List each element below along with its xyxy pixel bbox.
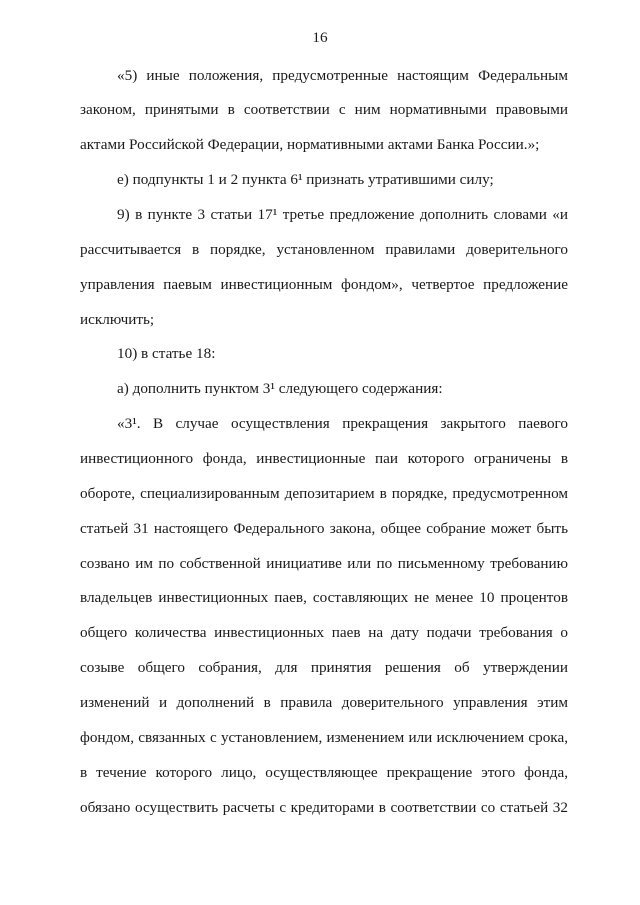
text-line bbox=[80, 442, 568, 477]
line-text: исключить; bbox=[80, 310, 155, 328]
line-text: общего количества инвестиционных паев на дату подачи требования о bbox=[80, 624, 568, 642]
line-text: созвано им по собственной инициативе или по письменному требованию bbox=[80, 554, 568, 572]
text-line bbox=[80, 407, 568, 442]
line-text: статьей 31 настоящего Федерального закона, общее собрание может быть bbox=[80, 519, 568, 537]
line-text: 10) в статье 18: bbox=[117, 345, 216, 363]
text-line bbox=[80, 756, 568, 791]
line-text: е) подпункты 1 и 2 пункта 6¹ признать утратившими силу; bbox=[117, 171, 494, 189]
text-line bbox=[80, 198, 568, 233]
line-text: обязано осуществить расчеты с кредиторами в соответствии со статьей 32 bbox=[80, 798, 568, 816]
text-line bbox=[80, 791, 568, 826]
text-line bbox=[80, 581, 568, 616]
line-text: созыве общего собрания, для принятия решения об утверждении bbox=[80, 659, 568, 677]
line-text: фондом, связанных с установлением, изменением или исключением срока, bbox=[80, 728, 568, 746]
text-line bbox=[80, 337, 568, 372]
document-body bbox=[80, 59, 568, 826]
line-text: в течение которого лицо, осуществляющее прекращение этого фонда, bbox=[80, 763, 568, 781]
text-line bbox=[80, 512, 568, 547]
line-text: владельцев инвестиционных паев, составляющих не менее 10 процентов bbox=[80, 589, 568, 607]
line-text: 9) в пункте 3 статьи 17¹ третье предложение дополнить словами «и bbox=[117, 205, 568, 223]
line-text: рассчитывается в порядке, установленном правилами доверительного bbox=[80, 240, 568, 258]
line-text: а) дополнить пунктом 3¹ следующего содержания: bbox=[117, 380, 443, 398]
text-line bbox=[80, 268, 568, 303]
line-text: изменений и дополнений в правила доверительного управления этим bbox=[80, 693, 568, 711]
line-text: «5) иные положения, предусмотренные настоящим Федеральным bbox=[117, 66, 568, 84]
line-text: инвестиционного фонда, инвестиционные паи которого ограничены в bbox=[80, 449, 568, 467]
text-line bbox=[80, 128, 568, 163]
text-line bbox=[80, 163, 568, 198]
text-line bbox=[80, 59, 568, 94]
line-text: управления паевым инвестиционным фондом», четвертое предложение bbox=[80, 275, 568, 293]
text-line bbox=[80, 651, 568, 686]
line-text: законом, принятыми в соответствии с ним нормативными правовыми bbox=[80, 101, 568, 119]
text-line bbox=[80, 233, 568, 268]
text-line bbox=[80, 686, 568, 721]
text-line bbox=[80, 93, 568, 128]
line-text: «3¹. В случае осуществления прекращения закрытого паевого bbox=[117, 415, 568, 433]
text-line bbox=[80, 616, 568, 651]
line-text: актами Российской Федерации, нормативными актами Банка России.»; bbox=[80, 136, 540, 154]
text-line bbox=[80, 477, 568, 512]
page-number: 16 bbox=[312, 29, 328, 46]
text-line bbox=[80, 721, 568, 756]
text-line bbox=[80, 547, 568, 582]
text-line bbox=[80, 303, 568, 338]
text-line bbox=[80, 372, 568, 407]
line-text: обороте, специализированным депозитарием в порядке, предусмотренном bbox=[80, 484, 568, 502]
